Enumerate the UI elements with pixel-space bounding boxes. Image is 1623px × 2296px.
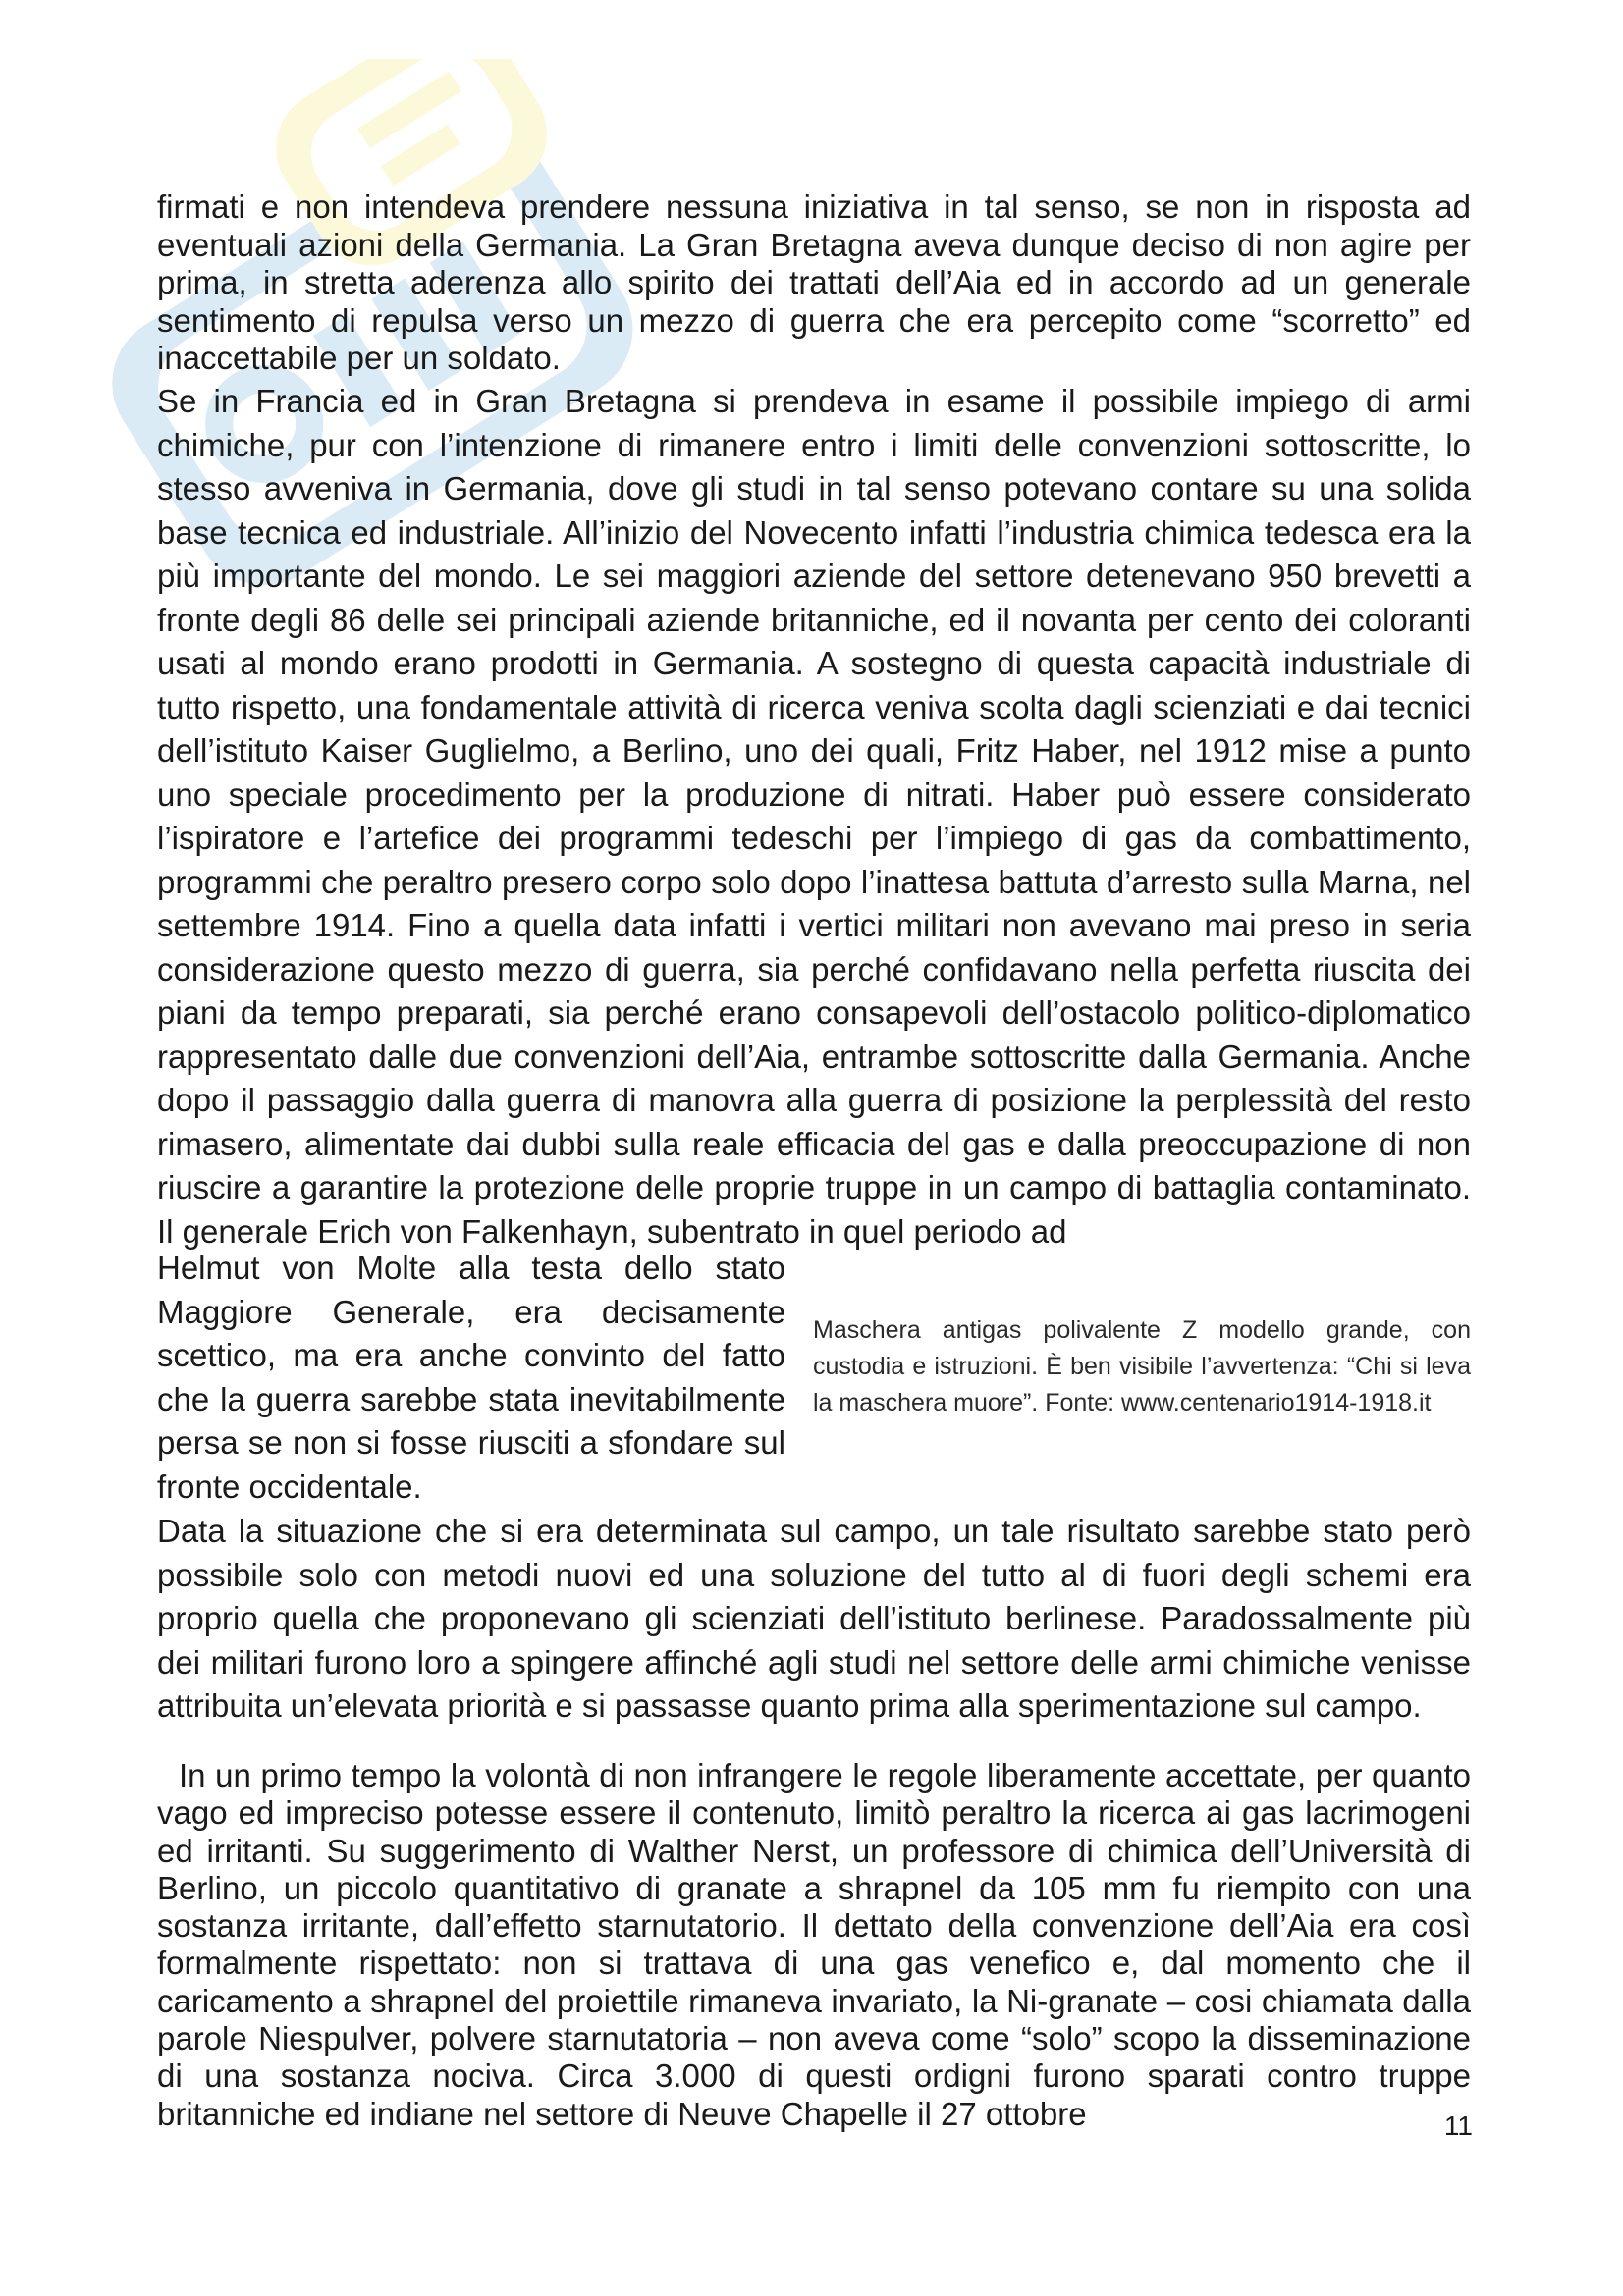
paragraph-1: firmati e non intendeva prendere nessuna iniziativa in tal senso, se non in risposta ad eventuali azioni della Germania. La Gran Bretagna aveva dunque deciso di non agire per prima, in stretta aderenza allo spirito dei trattati dell’Aia ed in accordo ad un generale sentimento di repulsa verso un mezzo di guerra che era percepito come “scorretto” ed inaccettabile per un soldato. xyxy=(157,188,1471,376)
paragraph-3 xyxy=(157,1757,1471,2133)
paragraph-2-wrap: Helmut von Molte alla testa dello stato Maggiore Generale, era decisamente scettico, ma era anche convinto del fatto che la guerra sarebbe stata inevitabilmente persa se non si fosse riusciti a sfondare sul fronte occidentale. xyxy=(157,1250,785,1505)
paragraph-2-end: Data la situazione che si era determinata sul campo, un tale risultato sarebbe stato però possibile solo con metodi nuovi ed una soluzione del tutto al di fuori degli schemi era proprio quella che proponevano gli scienziati dell’istituto berlinese. Paradossalmente più dei militari furono loro a spingere affinché agli studi nel settore delle armi chimiche venisse attribuita un’elevata priorità e si passasse quanto prima alla sperimentazione sul campo. xyxy=(157,1513,1471,1724)
paragraph-2: Se in Francia ed in Gran Bretagna si prendeva in esame il possibile impiego di armi chimiche, pur con l’intenzione di rimanere entro i limiti delle convenzioni sottoscritte, lo stesso avveniva in Germania, dove gli studi in tal senso potevano contare su una solida base tecnica ed industriale. All’inizio del Novecento infatti l’industria chimica tedesca era la più importante del mondo. Le sei maggiori aziende del settore detenevano 950 brevetti a fronte degli 86 delle sei principali aziende britanniche, ed il novanta per cento dei coloranti usati al mondo erano prodotti in Germania. A sostegno di questa capacità industriale di tutto rispetto, una fondamentale attività di ricerca veniva scolta dagli scienziati e dai tecnici dell’istituto Kaiser Guglielmo, a Berlino, uno dei quali, Fritz Haber, nel 1912 mise a punto uno speciale procedimento per la produzione di nitrati. Haber può essere considerato l’ispiratore e l’artefice dei programmi tedeschi per l’impiego di gas da combattimento, programmi che peraltro presero corpo solo dopo l’inattesa battuta d’arresto sulla Marna, nel settembre 1914. Fino a quella data infatti i vertici militari non avevano mai preso in seria considerazione questo mezzo di guerra, sia perché confidavano nella perfetta riuscita dei piani da tempo preparati, sia perché erano consapevoli dell’ostacolo politico-diplomatico rappresentato dalle due convenzioni dell’Aia, entrambe sottoscritte dalla Germania. Anche dopo il passaggio dalla guerra di manovra alla guerra di posizione la perplessità del resto rimasero, alimentate dai dubbi sulla reale efficacia del gas e dalla preoccupazione di non riuscire a garantire la protezione delle proprie truppe in un campo di battaglia contaminato. Il generale Erich von Falkenhayn, subentrato in quel periodo ad xyxy=(157,383,1471,1250)
image-caption: Maschera antigas polivalente Z modello grande, con custodia e istruzioni. È ben visibile l’avvertenza: “Chi si leva la maschera muore”. Fonte: www.centenario1914-1918.it xyxy=(813,1316,1471,1416)
page-number: 11 xyxy=(1443,2110,1473,2141)
paragraph-3-text: In un primo tempo la volontà di non infrangere le regole liberamente accettate, per quanto vago ed impreciso potesse essere il contenuto, limitò peraltro la ricerca ai gas lacrimogeni ed irritanti. Su suggerimento di Walther Nerst, un professore di chimica dell’Università di Berlino, un piccolo quantitativo di granate a shrapnel da 105 mm fu riempito con una sostanza irritante, dall’effetto starnutatorio. Il dettato della convenzione dell’Aia era così formalmente rispettato: non si trattava di una gas venefico e, dal momento che il caricamento a shrapnel del proiettile rimaneva invariato, la Ni-granate – cosi chiamata dalla parole Niespulver, polvere starnutatoria – non aveva come “solo” scopo la disseminazione di una sostanza nociva. Circa 3.000 di questi ordigni furono sparati contro truppe britanniche ed indiane nel settore di Neuve Chapelle il 27 ottobre xyxy=(157,1757,1471,2132)
